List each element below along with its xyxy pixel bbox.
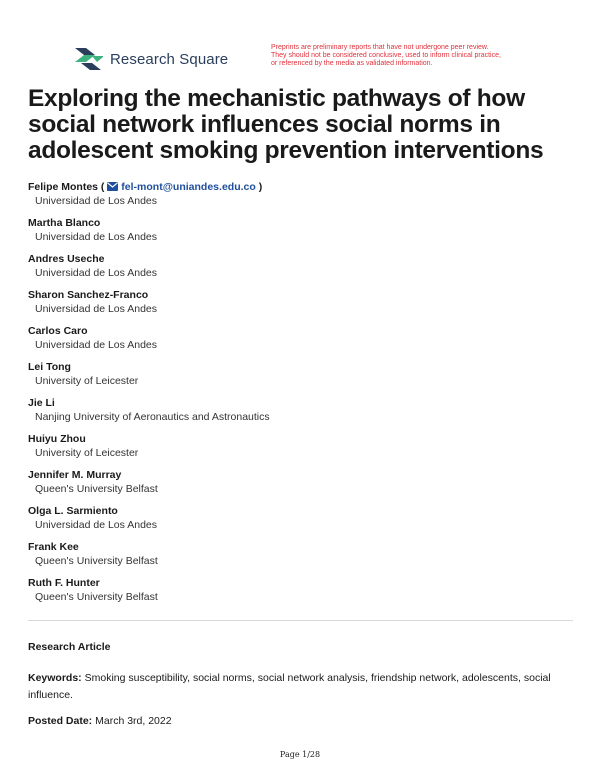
posted-date-label: Posted Date:: [28, 715, 93, 727]
keywords-label: Keywords:: [28, 672, 82, 684]
author-affiliation: Universidad de Los Andes: [35, 267, 157, 279]
author-entry: [28, 253, 578, 289]
author-entry: [28, 577, 578, 613]
author-affiliation: Universidad de Los Andes: [35, 195, 157, 207]
page-header: [75, 44, 575, 78]
keywords: [28, 670, 576, 704]
author-entry: [28, 433, 578, 469]
author-name: Jennifer M. Murray: [28, 469, 122, 481]
notice-line: They should not be considered conclusive, used to inform clinical practice,: [271, 52, 501, 60]
section-divider: [28, 620, 573, 621]
author-entry: [28, 361, 578, 397]
author-affiliation: Universidad de Los Andes: [35, 231, 157, 243]
author-name: Sharon Sanchez-Franco: [28, 289, 149, 301]
research-square-logo-icon: [75, 48, 103, 70]
research-square-logo[interactable]: [75, 48, 228, 70]
author-affiliation: Universidad de Los Andes: [35, 339, 157, 351]
author-affiliation: University of Leicester: [35, 447, 139, 459]
author-entry: [28, 325, 578, 361]
author-affiliation: University of Leicester: [35, 375, 139, 387]
author-affiliation: Universidad de Los Andes: [35, 303, 157, 315]
author-name: Ruth F. Hunter: [28, 577, 100, 589]
author-affiliation: Queen's University Belfast: [35, 555, 158, 567]
author-name: Huiyu Zhou: [28, 433, 86, 445]
author-name: Felipe Montes ( fel-mont@uniandes.edu.co ): [28, 181, 263, 193]
author-entry: [28, 541, 578, 577]
notice-line: or referenced by the media as validated information.: [271, 60, 433, 68]
author-entry: [28, 289, 578, 325]
preprint-notice: [271, 44, 581, 69]
posted-date: [28, 715, 172, 727]
envelope-icon: [107, 182, 118, 191]
author-affiliation: Nanjing University of Aeronautics and Astronautics: [35, 411, 270, 423]
page-number: Page 1/28: [279, 750, 321, 759]
author-list: [28, 181, 578, 613]
article-type: Research Article: [28, 641, 111, 653]
author-name: Jie Li: [28, 397, 55, 409]
author-name: Frank Kee: [28, 541, 79, 553]
author-entry: [28, 397, 578, 433]
author-affiliation: Queen's University Belfast: [35, 483, 158, 495]
author-affiliation: Queen's University Belfast: [35, 591, 158, 603]
author-entry: [28, 181, 578, 217]
author-entry: [28, 217, 578, 253]
author-entry: [28, 505, 578, 541]
author-affiliation: Universidad de Los Andes: [35, 519, 157, 531]
author-name: Olga L. Sarmiento: [28, 505, 118, 517]
keywords-text: Smoking susceptibility, social norms, social network analysis, friendship network, adolescents, social influence.: [28, 672, 551, 701]
notice-line: Preprints are preliminary reports that have not undergone peer review.: [271, 44, 489, 51]
posted-date-value: March 3rd, 2022: [95, 715, 172, 727]
author-name: Andres Useche: [28, 253, 105, 265]
author-entry: [28, 469, 578, 505]
author-email-link[interactable]: fel-mont@uniandes.edu.co: [121, 181, 256, 193]
author-name: Martha Blanco: [28, 217, 101, 229]
author-name: Lei Tong: [28, 361, 71, 373]
paper-title: Exploring the mechanistic pathways of how social network influences social norms in adolescent smoking prevention interventions: [28, 85, 544, 164]
author-name: Carlos Caro: [28, 325, 88, 337]
brand-name: Research Square: [110, 50, 229, 68]
